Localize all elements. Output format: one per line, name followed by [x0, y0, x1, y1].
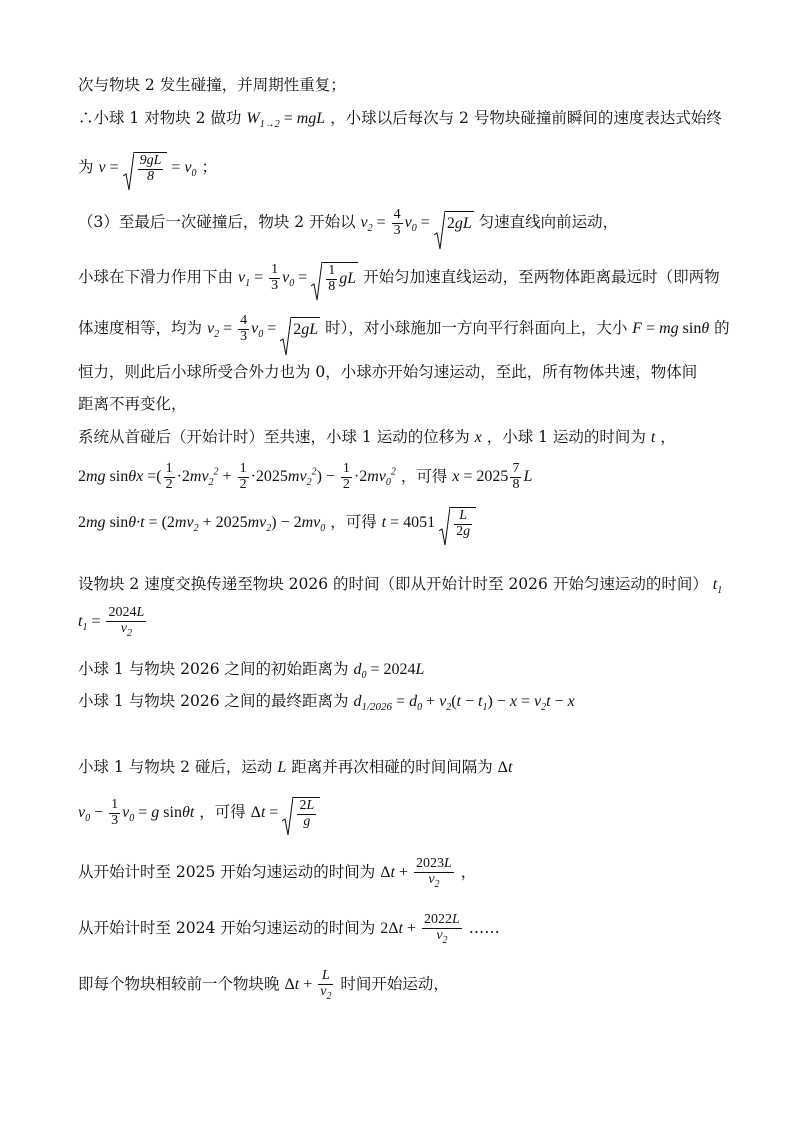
text-segment: 从开始计时至 2025 开始匀速运动的时间为	[78, 863, 376, 882]
symbol-t1: $t_1$	[712, 576, 723, 597]
formula-x-result: x = 2025 $\frac{7}{8}$ L	[452, 461, 533, 493]
text-segment: ，可得	[199, 802, 246, 821]
text-segment: ……	[468, 919, 500, 938]
formula-time-2025: Δt + $\frac{2023L}{v_2}$	[380, 856, 452, 890]
text-segment: ，可得	[400, 467, 448, 486]
formula-momentum: 2mg $\sin\theta\cdot t = (2mv_2 + 2025mv_2) - 2mv_0$	[78, 513, 326, 535]
text-segment: 从开始计时至 2024 开始匀速运动的时间为	[78, 919, 376, 938]
text-segment: ，小球以后每次与 2 号物块碰撞前瞬间的速度表达式始终	[330, 109, 722, 127]
formula-velocity: v = $\frac{9gL}{8}$ = $v_0$	[98, 159, 196, 176]
text-line	[78, 857, 476, 890]
text-segment: ，可得	[330, 512, 377, 531]
formula-delta-t: Δt = $\frac{2L}{g}$	[251, 804, 321, 821]
text-segment: 即每个物块相较前一个物块晚	[78, 975, 280, 994]
text-line	[78, 606, 148, 639]
text-segment: 时间开始运动，	[340, 975, 449, 994]
text-segment: ；	[201, 157, 217, 176]
text-line	[78, 107, 722, 136]
text-line	[78, 797, 320, 830]
text-segment: 时），对小球施加一方向平行斜面向上，大小	[325, 318, 628, 337]
text-segment: 体速度相等，均为	[78, 318, 203, 337]
text-segment: 小球 1 与物块 2026 之间的初始距离为	[78, 660, 349, 678]
formula-common-velocity: $v_2$ = $\frac{4}{3}$ $v_0$ = 2gL	[207, 320, 320, 337]
symbol-L: L	[277, 759, 287, 776]
text-segment: 小球 1 与物块 2 碰后，运动	[78, 758, 273, 776]
text-segment: ，	[460, 863, 477, 882]
formula-t-result: t = 4051 $\frac{L}{2g}$	[382, 514, 476, 531]
text-segment: （3）至最后一次碰撞后，物块 2 开始以	[78, 212, 356, 231]
text-segment: 系统从首碰后（开始计时）至共速，小球 1 运动的位移为	[78, 428, 470, 446]
text-segment: 小球在下滑力作用下由	[78, 267, 234, 286]
text-line	[78, 690, 575, 719]
formula-delay: Δt + $\frac{L}{v_2}$	[284, 968, 332, 1002]
formula-t1: $t_1$ = $\frac{2024L}{v_2}$	[78, 605, 145, 639]
text-line	[78, 426, 676, 449]
formula-force: F = mg sinθ	[632, 319, 710, 337]
text-line	[78, 507, 476, 540]
symbol-delta-t: Δt	[497, 759, 513, 776]
text-line	[78, 393, 187, 415]
formula-final-distance: $d_{1/2026} = d_0 + v_2(t - t_1) - x = v_2t - x$	[353, 693, 575, 714]
text-line	[78, 314, 730, 346]
formula-work: $W_{1\to 2}$ = mgL	[246, 110, 326, 131]
text-segment: 开始匀加速直线运动，至两物体距离最远时（即两物	[363, 267, 720, 286]
formula-v2: $v_2$ = $\frac{4}{3}$ $v_0$ = 2gL	[361, 214, 474, 231]
text-segment: 小球 1 与物块 2026 之间的最终距离为	[78, 692, 349, 710]
text-segment: 匀速直线向前运动，	[478, 212, 619, 231]
text-line	[78, 208, 618, 240]
text-line	[78, 756, 512, 779]
text-segment: ，	[660, 428, 676, 446]
text-line	[78, 573, 722, 602]
text-line	[78, 74, 346, 96]
formula-time-2024: 2Δt + $\frac{2022L}{v_2}$	[380, 912, 460, 946]
text-segment: 距离并再次相碰的时间间隔为	[291, 758, 493, 776]
text-segment: 为	[78, 157, 94, 176]
text-line	[78, 361, 697, 383]
text-line	[78, 913, 500, 946]
text-segment: 恒力，则此后小球所受合外力也为 0，小球亦开始匀速运动，至此，所有物体共速，物体间	[78, 363, 698, 381]
text-segment: 的	[714, 318, 730, 337]
text-segment: 次与物块 2 发生碰撞，并周期性重复；	[78, 76, 346, 94]
text-line	[78, 658, 424, 687]
text-segment: 设物块 2 速度交换传递至物块 2026 的时间（即从开始计时至 2026 开始匀速运动的时间）	[78, 575, 708, 593]
symbol-t: t	[650, 429, 656, 446]
formula-v1: $v_1$ = $\frac{1}{3}$ $v_0$ = $\frac{1}{8}$ gL	[238, 269, 358, 286]
formula-d0: $d_0 = 2024L$	[353, 661, 425, 682]
symbol-x: x	[474, 429, 482, 446]
text-line	[78, 462, 532, 495]
text-segment: ∴小球 1 对物块 2 做功	[78, 109, 242, 127]
text-line	[78, 262, 720, 295]
text-segment: ，小球 1 运动的时间为	[486, 428, 646, 446]
formula-energy: 2mg sinθx =( $\frac{1}{2}$ $\cdot 2mv_2^2$ + $\frac{1}{2}$ $\cdot 2025mv_2^2$) − $\frac{1}{2}$ $\cdot 2mv_0^2$	[78, 461, 396, 493]
text-line	[78, 152, 217, 185]
text-line	[78, 969, 449, 1002]
formula-interval: $v_0$ − $\frac{1}{3}$ $v_0 = g$ sinθt	[78, 797, 195, 828]
text-segment: 距离不再变化，	[78, 395, 187, 413]
